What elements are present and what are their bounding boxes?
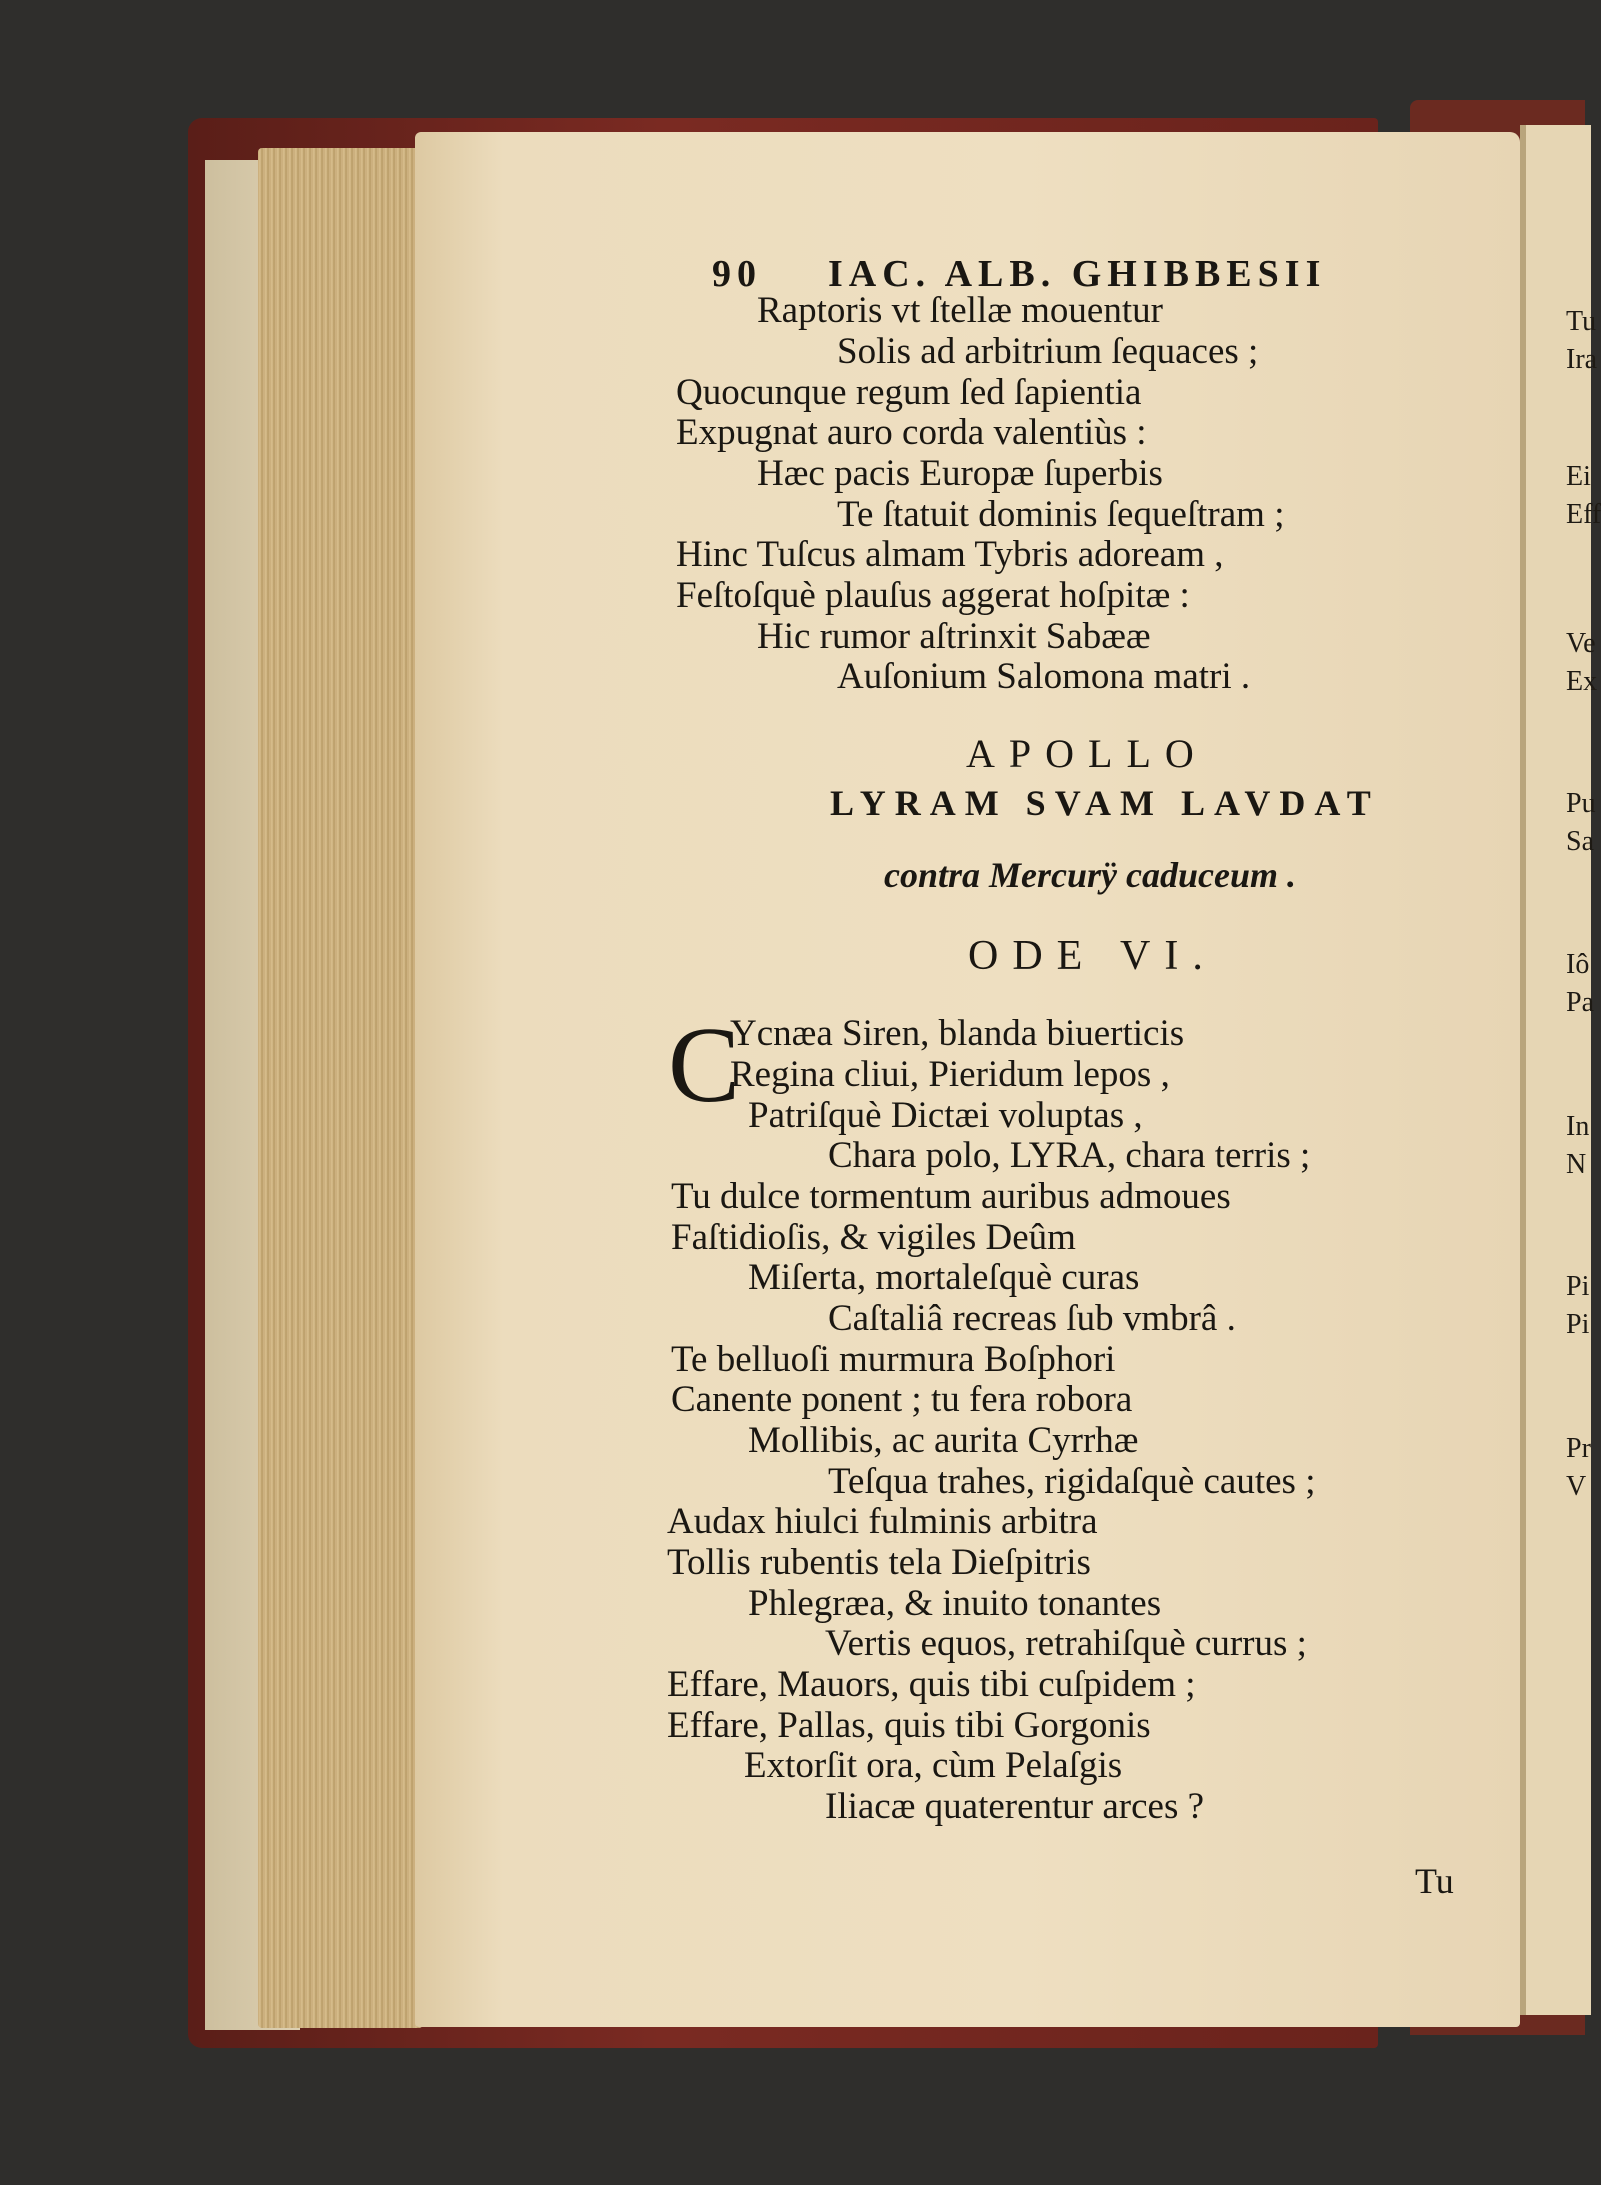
facing-fragment: Ei [1566, 461, 1591, 492]
facing-fragment: Tu [1566, 306, 1597, 337]
verse-line: Extorſit ora, cùm Pelaſgis [744, 1745, 1123, 1786]
verse-line: Faſtidioſis, & vigiles Deûm [671, 1217, 1076, 1258]
verse-line: Chara polo, LYRA, chara terris ; [828, 1135, 1311, 1176]
facing-fragment: Pi [1566, 1271, 1590, 1302]
facing-fragment: Ira [1566, 344, 1598, 375]
verse-line: Ycnæa Siren, blanda biuerticis [730, 1013, 1185, 1054]
verse-line: Canente ponent ; tu fera robora [671, 1379, 1133, 1420]
poem-dedication: contra Mercurÿ caduceum . [884, 855, 1296, 895]
verse-line: Hæc pacis Europæ ſuperbis [757, 453, 1163, 494]
drop-cap: C [668, 1006, 741, 1125]
facing-fragment: Iô [1566, 949, 1590, 980]
facing-fragment: N [1566, 1149, 1587, 1180]
verse-line: Phlegræa, & inuito tonantes [748, 1583, 1162, 1624]
facing-fragment: In [1566, 1111, 1590, 1142]
verse-line: Regina cliui, Pieridum lepos , [730, 1054, 1170, 1095]
verse-line: Mollibis, ac aurita Cyrrhæ [748, 1420, 1139, 1461]
verse-line: Te belluoſi murmura Boſphori [671, 1339, 1116, 1380]
verse-line: Expugnat auro corda valentiùs : [676, 412, 1147, 453]
verse-line: Caſtaliâ recreas ſub vmbrâ . [828, 1298, 1236, 1339]
facing-fragment: Pu [1566, 788, 1596, 819]
verse-line: Teſqua trahes, rigidaſquè cautes ; [828, 1461, 1316, 1502]
catchword: Tu [1415, 1861, 1454, 1901]
page-number: 90 [712, 253, 762, 295]
verse-line: Tollis rubentis tela Dieſpitris [667, 1542, 1091, 1583]
verse-line: Feſtoſquè plauſus aggerat hoſpitæ : [676, 575, 1190, 616]
verse-line: Auſonium Salomona matri . [837, 656, 1251, 697]
ode-number: ODE VI. [968, 933, 1217, 979]
verse-line: Te ſtatuit dominis ſequeſtram ; [837, 494, 1285, 535]
facing-fragment: Pr [1566, 1433, 1591, 1464]
facing-fragment: V [1566, 1471, 1587, 1502]
verse-line: Iliacæ quaterentur arces ? [825, 1786, 1205, 1827]
verse-line: Miſerta, mortaleſquè curas [748, 1257, 1140, 1298]
verse-line: Patriſquè Dictæi voluptas , [748, 1095, 1143, 1136]
poem-subtitle: LYRAM SVAM LAVDAT [830, 783, 1380, 823]
poem-title: APOLLO [966, 731, 1208, 776]
verse-line: Quocunque regum ſed ſapientia [676, 372, 1142, 413]
verse-line: Tu dulce tormentum auribus admoues [671, 1176, 1231, 1217]
verse-line: Effare, Mauors, quis tibi cuſpidem ; [667, 1664, 1196, 1705]
facing-fragment: Ex [1566, 666, 1598, 697]
facing-fragment: Sa [1566, 826, 1594, 857]
facing-fragment: Ve [1566, 628, 1596, 659]
verse-line: Raptoris vt ſtellæ mouentur [757, 290, 1163, 331]
facing-fragment: Pi [1566, 1309, 1590, 1340]
facing-fragment: Pa [1566, 987, 1594, 1018]
verse-line: Hic rumor aſtrinxit Sabææ [757, 616, 1151, 657]
verse-line: Vertis equos, retrahiſquè currus ; [825, 1623, 1307, 1664]
facing-fragment: Eff [1566, 499, 1601, 530]
verse-line: Audax hiulci fulminis arbitra [667, 1501, 1098, 1542]
verse-line: Solis ad arbitrium ſequaces ; [837, 331, 1259, 372]
verse-line: Hinc Tuſcus almam Tybris adoream , [676, 534, 1224, 575]
running-title: IAC. ALB. GHIBBESII [828, 253, 1327, 295]
verse-line: Effare, Pallas, quis tibi Gorgonis [667, 1705, 1151, 1746]
